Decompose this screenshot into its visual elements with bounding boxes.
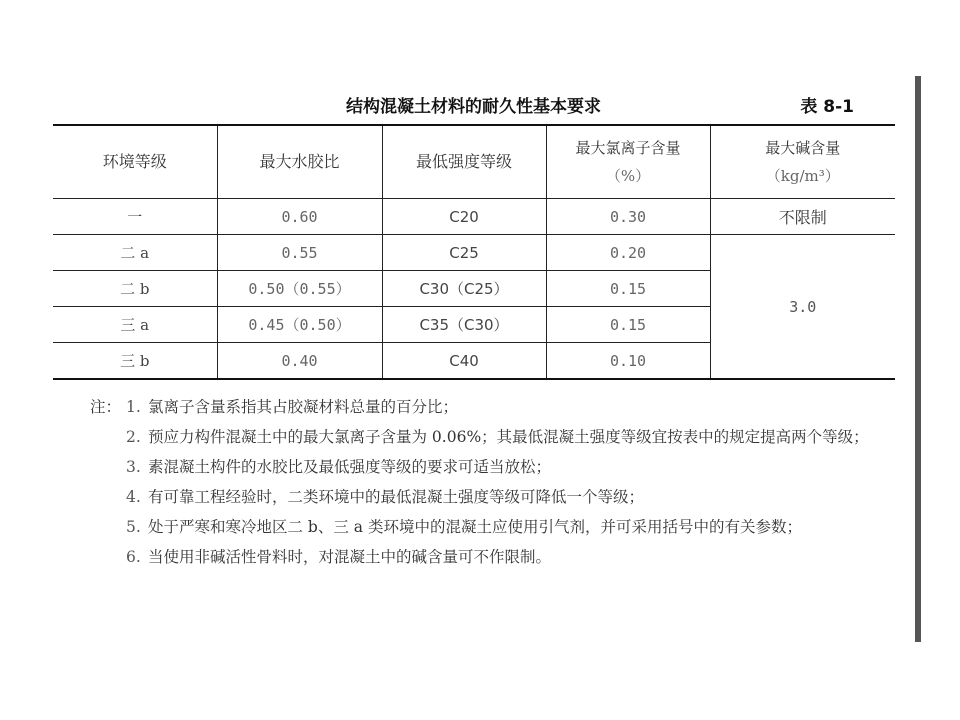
table-notes — [90, 392, 900, 572]
cell-wb: 0.40 — [217, 343, 382, 380]
header-alkali-label: 最大碱含量 — [765, 139, 841, 157]
cell-chloride: 0.10 — [546, 343, 710, 380]
cell-grade: C20 — [382, 199, 546, 235]
cell-grade: C25 — [382, 235, 546, 271]
note-text: 预应力构件混凝土中的最大氯离子含量为 0.06%；其最低混凝土强度等级宜按表中的规定提高两个等级； — [148, 428, 869, 446]
table-title: 结构混凝土材料的耐久性基本要求 — [346, 97, 601, 117]
note-item — [90, 482, 900, 512]
cell-env: 二 a — [53, 235, 217, 271]
cell-chloride: 0.15 — [546, 307, 710, 343]
cell-alkali: 不限制 — [710, 199, 895, 235]
note-text: 处于严寒和寒冷地区二 b、三 a 类环境中的混凝土应使用引气剂，并可采用括号中的有关参数； — [148, 518, 802, 536]
table-number: 表 8-1 — [800, 97, 854, 117]
header-grade: 最低强度等级 — [382, 125, 546, 199]
note-text: 当使用非碱活性骨料时，对混凝土中的碱含量可不作限制。 — [148, 548, 552, 566]
cell-wb: 0.60 — [217, 199, 382, 235]
cell-chloride: 0.20 — [546, 235, 710, 271]
header-alkali-unit: （kg/m³） — [765, 167, 840, 185]
note-index: 5. — [126, 518, 141, 536]
cell-wb: 0.45（0.50） — [217, 307, 382, 343]
note-index: 6. — [126, 548, 141, 566]
notes-prefix: 注： — [90, 398, 122, 416]
cell-wb: 0.50（0.55） — [217, 271, 382, 307]
cell-env: 三 a — [53, 307, 217, 343]
header-row — [53, 125, 895, 199]
table-row — [53, 235, 895, 271]
cell-grade: C35（C30） — [382, 307, 546, 343]
page-edge-bar — [915, 76, 921, 642]
cell-wb: 0.55 — [217, 235, 382, 271]
header-alkali — [710, 125, 895, 199]
cell-chloride: 0.15 — [546, 271, 710, 307]
cell-alkali-merged: 3.0 — [710, 235, 895, 380]
note-item — [90, 452, 900, 482]
header-wb: 最大水胶比 — [217, 125, 382, 199]
note-text: 氯离子含量系指其占胶凝材料总量的百分比； — [148, 398, 459, 416]
header-chloride-unit: （%） — [605, 167, 651, 185]
cell-grade: C40 — [382, 343, 546, 380]
header-chloride — [546, 125, 710, 199]
note-index: 3. — [126, 458, 141, 476]
note-item — [90, 542, 900, 572]
cell-chloride: 0.30 — [546, 199, 710, 235]
cell-env: 三 b — [53, 343, 217, 380]
table-caption — [53, 90, 894, 116]
table-row — [53, 199, 895, 235]
note-text: 素混凝土构件的水胶比及最低强度等级的要求可适当放松； — [148, 458, 552, 476]
durability-table — [53, 124, 895, 380]
note-item — [90, 512, 900, 542]
header-env: 环境等级 — [53, 125, 217, 199]
note-text: 有可靠工程经验时，二类环境中的最低混凝土强度等级可降低一个等级； — [148, 488, 645, 506]
note-index: 2. — [126, 428, 141, 446]
note-index: 1. — [126, 398, 141, 416]
note-index: 4. — [126, 488, 141, 506]
cell-env: 二 b — [53, 271, 217, 307]
header-chloride-label: 最大氯离子含量 — [575, 139, 681, 157]
note-item — [90, 392, 900, 422]
note-item — [90, 422, 900, 452]
cell-env: 一 — [53, 199, 217, 235]
cell-grade: C30（C25） — [382, 271, 546, 307]
